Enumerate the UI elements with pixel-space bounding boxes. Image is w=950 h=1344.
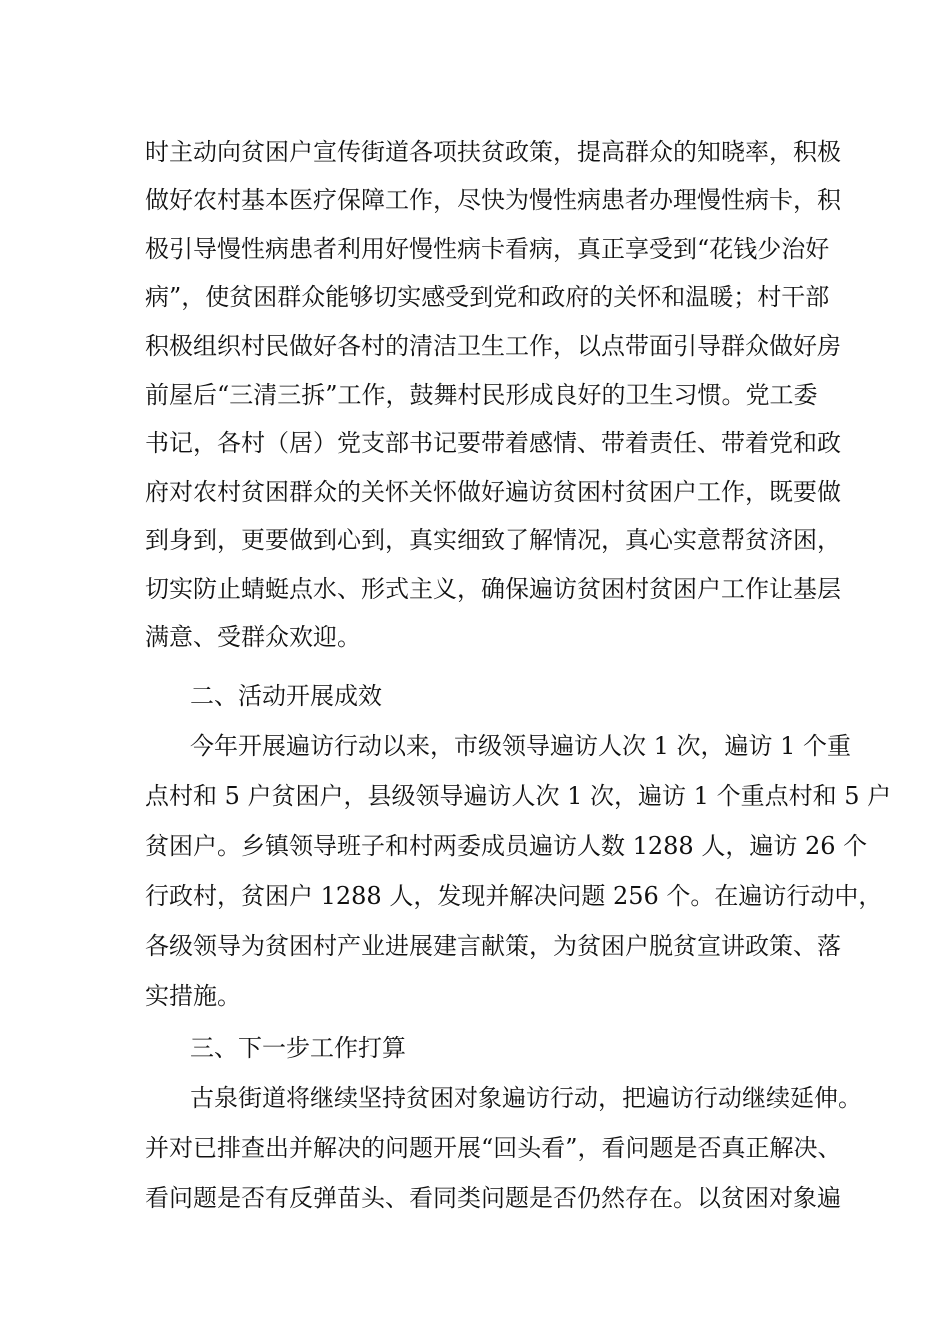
paragraph-line: 府对农村贫困群众的关怀关怀做好遍访贫困村贫困户工作，既要做 — [145, 478, 841, 506]
section-heading: 二、活动开展成效 — [190, 682, 382, 710]
paragraph-line: 极引导慢性病患者利用好慢性病卡看病，真正享受到“花钱少治好 — [145, 235, 830, 263]
paragraph-line: 到身到，更要做到心到，真实细致了解情况，真心实意帮贫济困， — [145, 526, 841, 554]
paragraph-line: 各级领导为贫困村产业进展建言献策，为贫困户脱贫宣讲政策、落 — [145, 932, 841, 960]
paragraph-line: 点村和 5 户贫困户，县级领导遍访人次 1 次，遍访 1 个重点村和 5 户 — [145, 782, 892, 810]
paragraph-line: 切实防止蜻蜓点水、形式主义，确保遍访贫困村贫困户工作让基层 — [145, 575, 841, 603]
paragraph-line: 时主动向贫困户宣传街道各项扶贫政策，提高群众的知晓率，积极 — [145, 138, 841, 166]
paragraph-line: 贫困户。乡镇领导班子和村两委成员遍访人数 1288 人，遍访 26 个 — [145, 832, 868, 860]
paragraph-line: 做好农村基本医疗保障工作，尽快为慢性病患者办理慢性病卡，积 — [145, 186, 841, 214]
paragraph-line: 实措施。 — [145, 982, 241, 1010]
paragraph-line: 前屋后“三清三拆”工作，鼓舞村民形成良好的卫生习惯。党工委 — [145, 381, 818, 409]
paragraph-line: 行政村，贫困户 1288 人，发现并解决问题 256 个。在遍访行动中， — [145, 882, 883, 910]
paragraph-line: 病”，使贫困群众能够切实感受到党和政府的关怀和温暖；村干部 — [145, 283, 830, 311]
paragraph-line: 并对已排查出并解决的问题开展“回头看”，看问题是否真正解决、 — [145, 1134, 842, 1162]
paragraph-line: 满意、受群众欢迎。 — [145, 623, 361, 651]
paragraph-line: 积极组织村民做好各村的清洁卫生工作，以点带面引导群众做好房 — [145, 332, 841, 360]
paragraph-line: 今年开展遍访行动以来，市级领导遍访人次 1 次，遍访 1 个重 — [190, 732, 852, 760]
section-heading: 三、下一步工作打算 — [190, 1034, 406, 1062]
paragraph-line: 看问题是否有反弹苗头、看同类问题是否仍然存在。以贫困对象遍 — [145, 1184, 841, 1212]
paragraph-line: 古泉街道将继续坚持贫困对象遍访行动，把遍访行动继续延伸。 — [190, 1084, 862, 1112]
paragraph-line: 书记，各村（居）党支部书记要带着感情、带着责任、带着党和政 — [145, 429, 841, 457]
